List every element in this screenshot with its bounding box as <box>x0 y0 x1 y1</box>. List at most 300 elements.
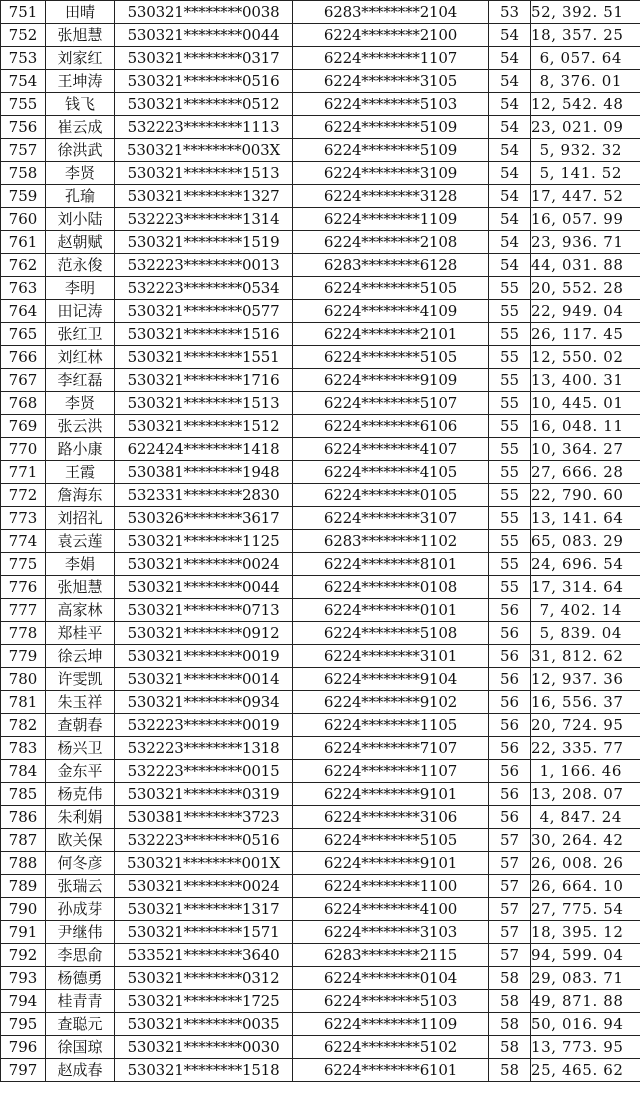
amount-cell: 31, 812. 62 <box>531 645 640 668</box>
table-row <box>1 116 640 139</box>
table-row <box>1 806 640 829</box>
name-cell: 何冬彦 <box>46 852 115 875</box>
card-number-cell: 6224********1105 <box>293 714 489 737</box>
name-cell: 尹继伟 <box>46 921 115 944</box>
table-row <box>1 208 640 231</box>
id-number-cell: 532223********0015 <box>115 760 293 783</box>
table-row <box>1 944 640 967</box>
name-cell: 王坤涛 <box>46 70 115 93</box>
card-number-cell: 6224********0101 <box>293 599 489 622</box>
age-cell: 57 <box>489 921 531 944</box>
row-number-cell: 766 <box>1 346 46 369</box>
age-cell: 55 <box>489 438 531 461</box>
id-number-cell: 622424********1418 <box>115 438 293 461</box>
id-number-cell: 530321********1571 <box>115 921 293 944</box>
age-cell: 55 <box>489 553 531 576</box>
card-number-cell: 6224********4107 <box>293 438 489 461</box>
card-number-cell: 6283********6128 <box>293 254 489 277</box>
records-table-body <box>1 1 640 1082</box>
amount-cell: 4, 847. 24 <box>531 806 640 829</box>
row-number-cell: 770 <box>1 438 46 461</box>
id-number-cell: 530321********1125 <box>115 530 293 553</box>
age-cell: 57 <box>489 898 531 921</box>
row-number-cell: 784 <box>1 760 46 783</box>
table-row <box>1 300 640 323</box>
amount-cell: 94, 599. 04 <box>531 944 640 967</box>
amount-cell: 8, 376. 01 <box>531 70 640 93</box>
id-number-cell: 530321********0934 <box>115 691 293 714</box>
amount-cell: 13, 208. 07 <box>531 783 640 806</box>
id-number-cell: 530321********0312 <box>115 967 293 990</box>
amount-cell: 18, 395. 12 <box>531 921 640 944</box>
amount-cell: 16, 048. 11 <box>531 415 640 438</box>
card-number-cell: 6224********3109 <box>293 162 489 185</box>
amount-cell: 26, 664. 10 <box>531 875 640 898</box>
name-cell: 金东平 <box>46 760 115 783</box>
age-cell: 54 <box>489 93 531 116</box>
card-number-cell: 6224********1109 <box>293 1013 489 1036</box>
card-number-cell: 6224********1100 <box>293 875 489 898</box>
amount-cell: 27, 666. 28 <box>531 461 640 484</box>
table-row <box>1 24 640 47</box>
row-number-cell: 756 <box>1 116 46 139</box>
id-number-cell: 532223********0516 <box>115 829 293 852</box>
card-number-cell: 6224********3128 <box>293 185 489 208</box>
name-cell: 孙成芽 <box>46 898 115 921</box>
table-row <box>1 277 640 300</box>
table-row <box>1 507 640 530</box>
name-cell: 李贤 <box>46 162 115 185</box>
card-number-cell: 6224********0104 <box>293 967 489 990</box>
table-row <box>1 438 640 461</box>
amount-cell: 52, 392. 51 <box>531 1 640 24</box>
table-row <box>1 1 640 24</box>
age-cell: 56 <box>489 622 531 645</box>
id-number-cell: 532223********0019 <box>115 714 293 737</box>
card-number-cell: 6224********9101 <box>293 852 489 875</box>
amount-cell: 22, 949. 04 <box>531 300 640 323</box>
table-row <box>1 1013 640 1036</box>
table-row <box>1 645 640 668</box>
amount-cell: 26, 117. 45 <box>531 323 640 346</box>
table-row <box>1 231 640 254</box>
name-cell: 桂青青 <box>46 990 115 1013</box>
table-row <box>1 484 640 507</box>
name-cell: 李红磊 <box>46 369 115 392</box>
age-cell: 54 <box>489 185 531 208</box>
id-number-cell: 530321********1317 <box>115 898 293 921</box>
age-cell: 53 <box>489 1 531 24</box>
name-cell: 杨兴卫 <box>46 737 115 760</box>
amount-cell: 13, 400. 31 <box>531 369 640 392</box>
table-row <box>1 622 640 645</box>
id-number-cell: 530321********0014 <box>115 668 293 691</box>
name-cell: 赵朝赋 <box>46 231 115 254</box>
card-number-cell: 6224********9104 <box>293 668 489 691</box>
amount-cell: 16, 556. 37 <box>531 691 640 714</box>
id-number-cell: 530321********0317 <box>115 47 293 70</box>
name-cell: 刘红林 <box>46 346 115 369</box>
table-row <box>1 967 640 990</box>
age-cell: 57 <box>489 852 531 875</box>
age-cell: 54 <box>489 254 531 277</box>
age-cell: 55 <box>489 323 531 346</box>
row-number-cell: 790 <box>1 898 46 921</box>
row-number-cell: 754 <box>1 70 46 93</box>
amount-cell: 50, 016. 94 <box>531 1013 640 1036</box>
age-cell: 56 <box>489 714 531 737</box>
name-cell: 李贤 <box>46 392 115 415</box>
id-number-cell: 530321********1716 <box>115 369 293 392</box>
card-number-cell: 6224********5105 <box>293 829 489 852</box>
age-cell: 58 <box>489 1036 531 1059</box>
age-cell: 58 <box>489 1013 531 1036</box>
amount-cell: 12, 550. 02 <box>531 346 640 369</box>
age-cell: 54 <box>489 24 531 47</box>
table-row <box>1 162 640 185</box>
row-number-cell: 765 <box>1 323 46 346</box>
name-cell: 欧关保 <box>46 829 115 852</box>
amount-cell: 10, 445. 01 <box>531 392 640 415</box>
row-number-cell: 783 <box>1 737 46 760</box>
age-cell: 56 <box>489 806 531 829</box>
table-row <box>1 530 640 553</box>
age-cell: 56 <box>489 783 531 806</box>
id-number-cell: 532223********1318 <box>115 737 293 760</box>
row-number-cell: 771 <box>1 461 46 484</box>
amount-cell: 1, 166. 46 <box>531 760 640 783</box>
amount-cell: 30, 264. 42 <box>531 829 640 852</box>
amount-cell: 18, 357. 25 <box>531 24 640 47</box>
id-number-cell: 530321********0319 <box>115 783 293 806</box>
age-cell: 55 <box>489 576 531 599</box>
name-cell: 朱利娟 <box>46 806 115 829</box>
card-number-cell: 6224********5105 <box>293 346 489 369</box>
id-number-cell: 530321********1516 <box>115 323 293 346</box>
card-number-cell: 6224********4105 <box>293 461 489 484</box>
id-number-cell: 530321********1327 <box>115 185 293 208</box>
amount-cell: 5, 141. 52 <box>531 162 640 185</box>
id-number-cell: 530321********003X <box>115 139 293 162</box>
row-number-cell: 764 <box>1 300 46 323</box>
age-cell: 56 <box>489 760 531 783</box>
row-number-cell: 794 <box>1 990 46 1013</box>
id-number-cell: 530321********1513 <box>115 392 293 415</box>
age-cell: 56 <box>489 668 531 691</box>
card-number-cell: 6224********0105 <box>293 484 489 507</box>
table-row <box>1 369 640 392</box>
amount-cell: 17, 447. 52 <box>531 185 640 208</box>
amount-cell: 65, 083. 29 <box>531 530 640 553</box>
row-number-cell: 760 <box>1 208 46 231</box>
id-number-cell: 532331********2830 <box>115 484 293 507</box>
name-cell: 朱玉祥 <box>46 691 115 714</box>
age-cell: 55 <box>489 369 531 392</box>
amount-cell: 12, 542. 48 <box>531 93 640 116</box>
card-number-cell: 6224********6101 <box>293 1059 489 1082</box>
table-row <box>1 760 640 783</box>
row-number-cell: 773 <box>1 507 46 530</box>
name-cell: 崔云成 <box>46 116 115 139</box>
name-cell: 徐洪武 <box>46 139 115 162</box>
table-row <box>1 599 640 622</box>
amount-cell: 44, 031. 88 <box>531 254 640 277</box>
amount-cell: 20, 724. 95 <box>531 714 640 737</box>
card-number-cell: 6224********4109 <box>293 300 489 323</box>
id-number-cell: 532223********0534 <box>115 277 293 300</box>
card-number-cell: 6224********2108 <box>293 231 489 254</box>
row-number-cell: 778 <box>1 622 46 645</box>
card-number-cell: 6224********9102 <box>293 691 489 714</box>
row-number-cell: 775 <box>1 553 46 576</box>
card-number-cell: 6224********9101 <box>293 783 489 806</box>
id-number-cell: 530321********0024 <box>115 875 293 898</box>
card-number-cell: 6224********5103 <box>293 990 489 1013</box>
row-number-cell: 769 <box>1 415 46 438</box>
id-number-cell: 530321********0516 <box>115 70 293 93</box>
row-number-cell: 776 <box>1 576 46 599</box>
row-number-cell: 758 <box>1 162 46 185</box>
age-cell: 55 <box>489 392 531 415</box>
age-cell: 57 <box>489 875 531 898</box>
id-number-cell: 530381********3723 <box>115 806 293 829</box>
amount-cell: 20, 552. 28 <box>531 277 640 300</box>
age-cell: 55 <box>489 507 531 530</box>
card-number-cell: 6283********2115 <box>293 944 489 967</box>
name-cell: 张瑞云 <box>46 875 115 898</box>
table-row <box>1 254 640 277</box>
row-number-cell: 763 <box>1 277 46 300</box>
table-row <box>1 70 640 93</box>
card-number-cell: 6283********2104 <box>293 1 489 24</box>
name-cell: 张红卫 <box>46 323 115 346</box>
card-number-cell: 6224********1109 <box>293 208 489 231</box>
row-number-cell: 788 <box>1 852 46 875</box>
table-row <box>1 829 640 852</box>
amount-cell: 24, 696. 54 <box>531 553 640 576</box>
age-cell: 56 <box>489 599 531 622</box>
name-cell: 徐国琼 <box>46 1036 115 1059</box>
table-row <box>1 576 640 599</box>
card-number-cell: 6283********1102 <box>293 530 489 553</box>
row-number-cell: 796 <box>1 1036 46 1059</box>
name-cell: 张云洪 <box>46 415 115 438</box>
age-cell: 56 <box>489 645 531 668</box>
card-number-cell: 6224********0108 <box>293 576 489 599</box>
id-number-cell: 533521********3640 <box>115 944 293 967</box>
amount-cell: 29, 083. 71 <box>531 967 640 990</box>
id-number-cell: 530321********1513 <box>115 162 293 185</box>
row-number-cell: 781 <box>1 691 46 714</box>
age-cell: 55 <box>489 484 531 507</box>
age-cell: 57 <box>489 829 531 852</box>
table-row <box>1 139 640 162</box>
age-cell: 56 <box>489 691 531 714</box>
name-cell: 杨克伟 <box>46 783 115 806</box>
card-number-cell: 6224********1107 <box>293 760 489 783</box>
id-number-cell: 530321********0024 <box>115 553 293 576</box>
card-number-cell: 6224********5103 <box>293 93 489 116</box>
table-row <box>1 1036 640 1059</box>
age-cell: 54 <box>489 47 531 70</box>
card-number-cell: 6224********3106 <box>293 806 489 829</box>
card-number-cell: 6224********3101 <box>293 645 489 668</box>
name-cell: 郑桂平 <box>46 622 115 645</box>
table-row <box>1 852 640 875</box>
card-number-cell: 6224********2101 <box>293 323 489 346</box>
card-number-cell: 6224********5108 <box>293 622 489 645</box>
name-cell: 杨德勇 <box>46 967 115 990</box>
amount-cell: 25, 465. 62 <box>531 1059 640 1082</box>
row-number-cell: 762 <box>1 254 46 277</box>
amount-cell: 22, 335. 77 <box>531 737 640 760</box>
table-row <box>1 668 640 691</box>
id-number-cell: 530381********1948 <box>115 461 293 484</box>
row-number-cell: 757 <box>1 139 46 162</box>
amount-cell: 10, 364. 27 <box>531 438 640 461</box>
table-row <box>1 392 640 415</box>
age-cell: 58 <box>489 967 531 990</box>
id-number-cell: 530321********1512 <box>115 415 293 438</box>
row-number-cell: 752 <box>1 24 46 47</box>
row-number-cell: 787 <box>1 829 46 852</box>
name-cell: 孔瑜 <box>46 185 115 208</box>
name-cell: 张旭慧 <box>46 24 115 47</box>
card-number-cell: 6224********3105 <box>293 70 489 93</box>
table-row <box>1 47 640 70</box>
row-number-cell: 785 <box>1 783 46 806</box>
row-number-cell: 751 <box>1 1 46 24</box>
table-row <box>1 691 640 714</box>
age-cell: 54 <box>489 70 531 93</box>
table-row <box>1 1059 640 1082</box>
amount-cell: 26, 008. 26 <box>531 852 640 875</box>
name-cell: 张旭慧 <box>46 576 115 599</box>
card-number-cell: 6224********9109 <box>293 369 489 392</box>
id-number-cell: 530321********0713 <box>115 599 293 622</box>
amount-cell: 27, 775. 54 <box>531 898 640 921</box>
name-cell: 王霞 <box>46 461 115 484</box>
age-cell: 58 <box>489 990 531 1013</box>
name-cell: 袁云莲 <box>46 530 115 553</box>
id-number-cell: 530321********0044 <box>115 576 293 599</box>
row-number-cell: 777 <box>1 599 46 622</box>
id-number-cell: 532223********1314 <box>115 208 293 231</box>
row-number-cell: 755 <box>1 93 46 116</box>
age-cell: 54 <box>489 139 531 162</box>
name-cell: 赵成春 <box>46 1059 115 1082</box>
name-cell: 路小康 <box>46 438 115 461</box>
id-number-cell: 530321********0019 <box>115 645 293 668</box>
name-cell: 查聪元 <box>46 1013 115 1036</box>
amount-cell: 22, 790. 60 <box>531 484 640 507</box>
amount-cell: 7, 402. 14 <box>531 599 640 622</box>
row-number-cell: 782 <box>1 714 46 737</box>
id-number-cell: 530321********0030 <box>115 1036 293 1059</box>
amount-cell: 49, 871. 88 <box>531 990 640 1013</box>
id-number-cell: 530321********0912 <box>115 622 293 645</box>
id-number-cell: 530321********001X <box>115 852 293 875</box>
name-cell: 刘招礼 <box>46 507 115 530</box>
card-number-cell: 6224********3103 <box>293 921 489 944</box>
name-cell: 田晴 <box>46 1 115 24</box>
age-cell: 55 <box>489 346 531 369</box>
amount-cell: 23, 936. 71 <box>531 231 640 254</box>
amount-cell: 13, 141. 64 <box>531 507 640 530</box>
table-row <box>1 898 640 921</box>
name-cell: 刘家红 <box>46 47 115 70</box>
card-number-cell: 6224********6106 <box>293 415 489 438</box>
amount-cell: 5, 932. 32 <box>531 139 640 162</box>
age-cell: 55 <box>489 461 531 484</box>
id-number-cell: 530321********0038 <box>115 1 293 24</box>
age-cell: 54 <box>489 162 531 185</box>
age-cell: 55 <box>489 300 531 323</box>
row-number-cell: 753 <box>1 47 46 70</box>
card-number-cell: 6224********8101 <box>293 553 489 576</box>
row-number-cell: 779 <box>1 645 46 668</box>
age-cell: 55 <box>489 530 531 553</box>
name-cell: 钱飞 <box>46 93 115 116</box>
name-cell: 李明 <box>46 277 115 300</box>
row-number-cell: 772 <box>1 484 46 507</box>
id-number-cell: 532223********0013 <box>115 254 293 277</box>
name-cell: 李娟 <box>46 553 115 576</box>
row-number-cell: 792 <box>1 944 46 967</box>
id-number-cell: 532223********1113 <box>115 116 293 139</box>
amount-cell: 5, 839. 04 <box>531 622 640 645</box>
id-number-cell: 530321********0035 <box>115 1013 293 1036</box>
id-number-cell: 530321********1519 <box>115 231 293 254</box>
name-cell: 李思俞 <box>46 944 115 967</box>
table-row <box>1 990 640 1013</box>
name-cell: 田记涛 <box>46 300 115 323</box>
card-number-cell: 6224********7107 <box>293 737 489 760</box>
table-row <box>1 323 640 346</box>
row-number-cell: 767 <box>1 369 46 392</box>
age-cell: 54 <box>489 231 531 254</box>
amount-cell: 16, 057. 99 <box>531 208 640 231</box>
id-number-cell: 530321********1551 <box>115 346 293 369</box>
name-cell: 詹海东 <box>46 484 115 507</box>
amount-cell: 12, 937. 36 <box>531 668 640 691</box>
age-cell: 58 <box>489 1059 531 1082</box>
id-number-cell: 530321********1725 <box>115 990 293 1013</box>
row-number-cell: 795 <box>1 1013 46 1036</box>
row-number-cell: 791 <box>1 921 46 944</box>
age-cell: 56 <box>489 737 531 760</box>
name-cell: 高家林 <box>46 599 115 622</box>
row-number-cell: 759 <box>1 185 46 208</box>
id-number-cell: 530321********0577 <box>115 300 293 323</box>
table-row <box>1 415 640 438</box>
table-row <box>1 921 640 944</box>
row-number-cell: 761 <box>1 231 46 254</box>
row-number-cell: 768 <box>1 392 46 415</box>
card-number-cell: 6224********5109 <box>293 116 489 139</box>
card-number-cell: 6224********1107 <box>293 47 489 70</box>
age-cell: 57 <box>489 944 531 967</box>
table-row <box>1 93 640 116</box>
card-number-cell: 6224********3107 <box>293 507 489 530</box>
amount-cell: 17, 314. 64 <box>531 576 640 599</box>
table-row <box>1 875 640 898</box>
table-row <box>1 461 640 484</box>
table-row <box>1 346 640 369</box>
table-row <box>1 553 640 576</box>
name-cell: 刘小陆 <box>46 208 115 231</box>
table-row <box>1 185 640 208</box>
